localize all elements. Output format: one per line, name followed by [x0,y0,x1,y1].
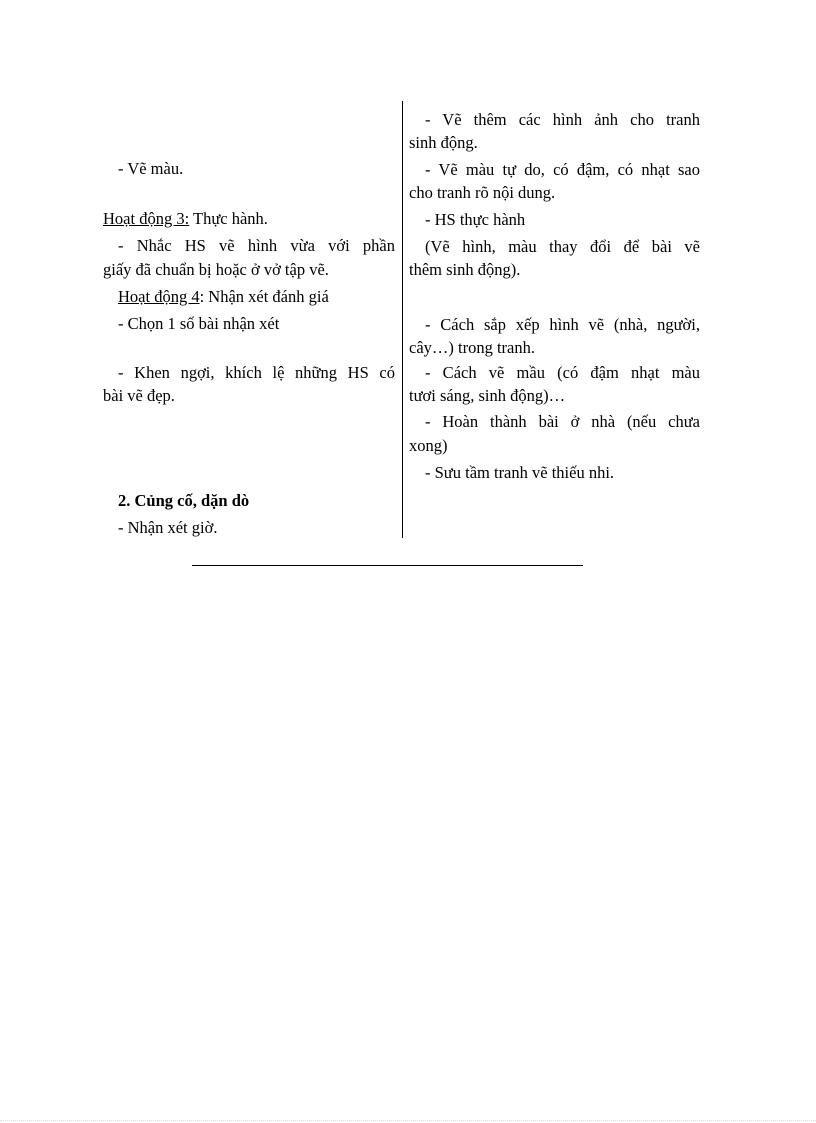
right-ve-them-line-1: - Vẽ thêm các hình ảnh cho tranh [425,110,700,129]
activity-3-heading [103,207,268,231]
right-hs-thuc-hanh: - HS thực hành [425,210,526,229]
right-suu-tam: - Sưu tầm tranh vẽ thiếu nhi. [425,463,615,482]
column-divider [402,101,403,538]
activity-4-heading [118,285,329,309]
right-cach-ve-line-1: - Cách vẽ mầu (có đậm nhạt màu [425,363,700,382]
right-hoan-thanh-line-2: xong) [409,436,448,455]
end-rule [192,565,583,566]
right-ve-mau-line-1: - Vẽ màu tự do, có đậm, có nhạt sao [425,160,700,179]
left-nhac-line-2: giấy đã chuẩn bị hoặc ở vở tập vẽ. [103,260,329,279]
left-khen-line-2: bài vẽ đẹp. [103,386,175,405]
left-nhac-line-1: - Nhắc HS vẽ hình vừa với phần [118,236,395,255]
right-ve-mau-line-2: cho tranh rõ nội dung. [409,183,556,202]
left-khen-line-1: - Khen ngợi, khích lệ những HS có [118,363,395,382]
right-sap-xep-line-1: - Cách sắp xếp hình vẽ (nhà, người, [425,315,700,334]
right-ve-them-line-2: sinh động. [409,133,478,152]
right-ve-hinh-line-2: thêm sinh động). [409,260,521,279]
right-sap-xep-line-2: cây…) trong tranh. [409,338,535,357]
section-2-heading: 2. Củng cố, dặn dò [118,491,250,510]
activity-4-label: Hoạt động 4 [118,287,200,306]
page-bottom-border [0,1120,816,1121]
activity-4-title: : Nhận xét đánh giá [199,287,329,306]
right-ve-hinh-line-1: (Vẽ hình, màu thay đổi để bài vẽ [425,237,700,256]
left-nhan-xet-gio: - Nhận xét giờ. [118,518,218,537]
right-cach-ve-line-2: tươi sáng, sinh động)… [409,386,566,405]
activity-3-label: Hoạt động 3: [103,209,190,228]
right-hoan-thanh-line-1: - Hoàn thành bài ở nhà (nếu chưa [425,412,700,431]
left-chon: - Chọn 1 số bài nhận xét [118,314,280,333]
activity-3-title: Thực hành. [189,209,268,228]
left-ve-mau: - Vẽ màu. [118,159,184,178]
